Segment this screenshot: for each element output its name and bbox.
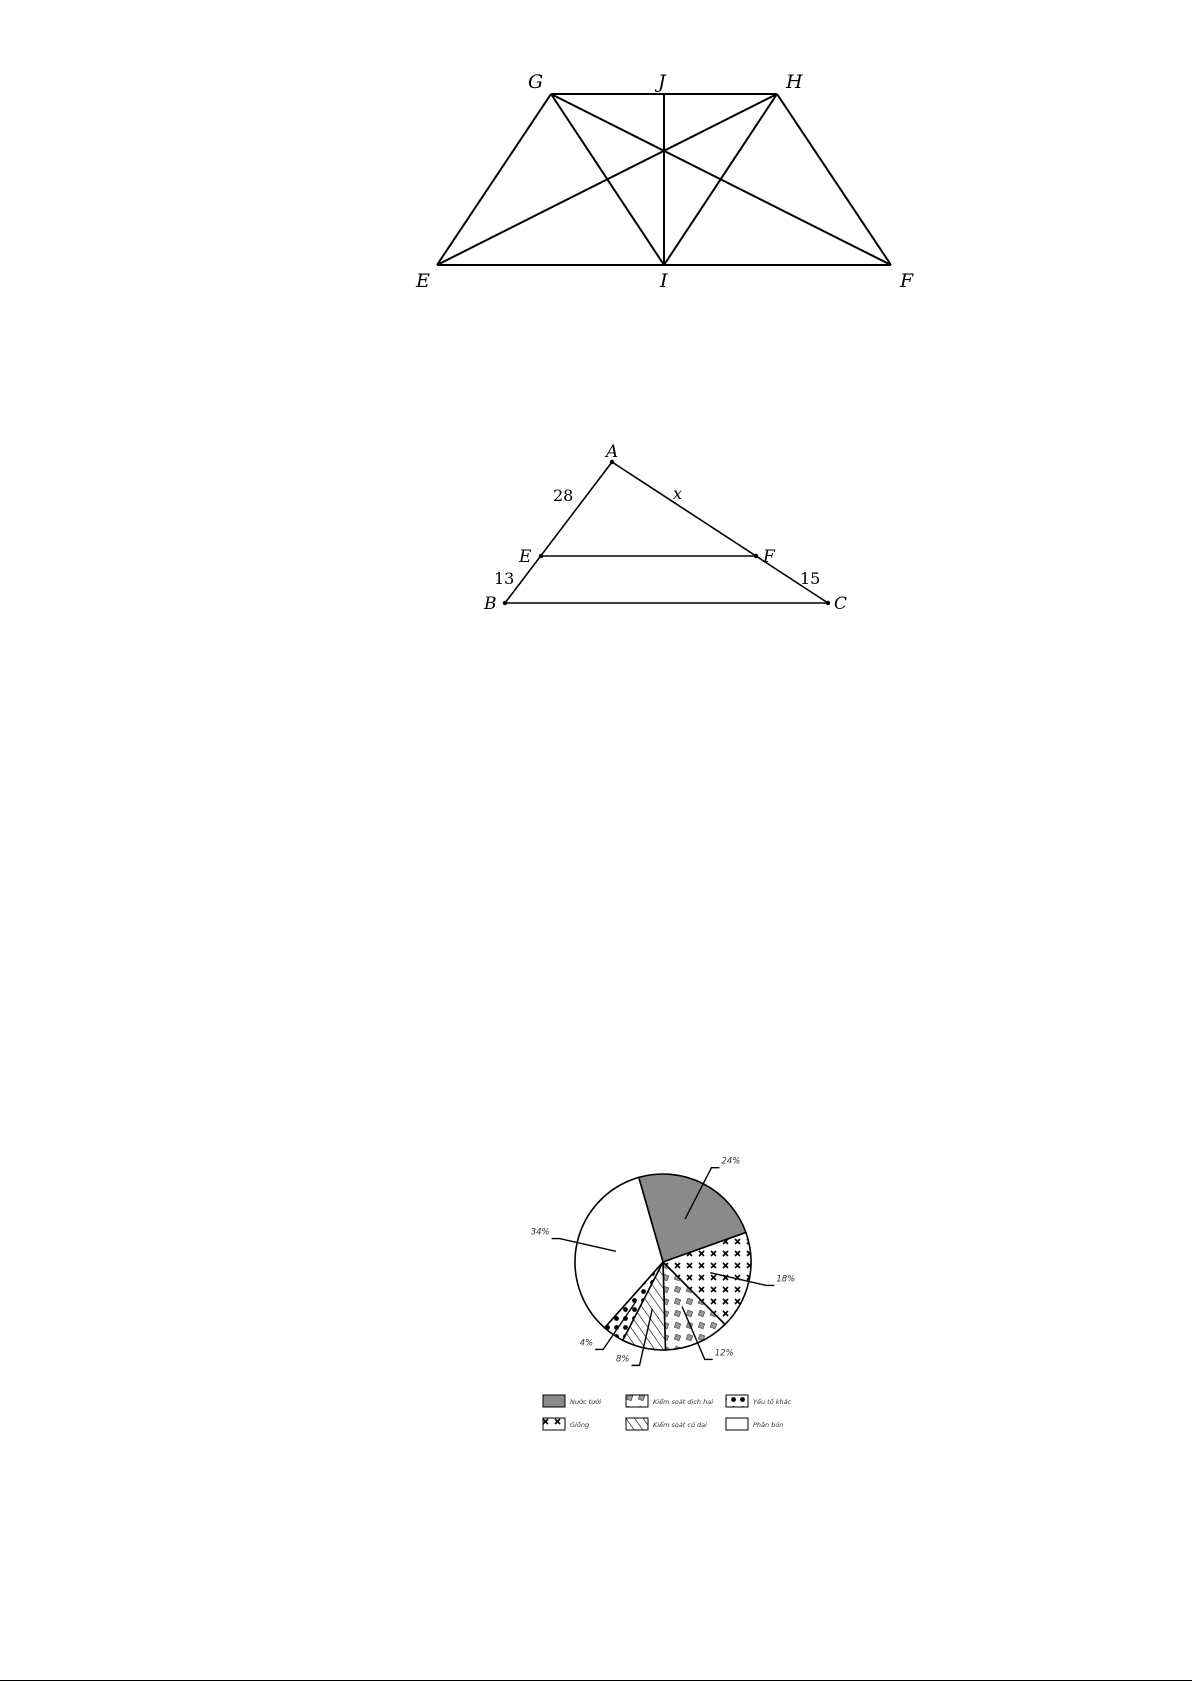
pie-label-5: 4% <box>579 1338 594 1349</box>
length-AE: 28 <box>553 486 574 505</box>
legend-swatch-4 <box>543 1418 565 1430</box>
pie-label-6: 34% <box>530 1227 550 1238</box>
legend-swatch-6 <box>726 1418 748 1430</box>
pie-label-2: 18% <box>776 1274 796 1285</box>
legend-label-5: Kiểm soát cỏ dại <box>653 1421 707 1429</box>
legend-label-6: Phân bón <box>753 1421 784 1429</box>
pie-label-1: 24% <box>721 1156 741 1167</box>
label-B: B <box>484 594 497 614</box>
legend-label-2: Kiểm soát dịch hại <box>653 1398 714 1406</box>
label-E: E <box>416 270 430 292</box>
pie-label-4: 8% <box>616 1354 630 1365</box>
legend-label-3: Yếu tố khác <box>753 1398 792 1406</box>
length-AF: x <box>673 484 683 503</box>
label-F: F <box>900 270 914 292</box>
label-F: F <box>763 547 775 567</box>
label-G: G <box>528 71 544 93</box>
label-H: H <box>786 71 803 93</box>
legend-swatch-3 <box>726 1395 748 1407</box>
footer-rule <box>0 1680 1192 1681</box>
pie-label-3: 12% <box>714 1348 734 1359</box>
length-EB: 13 <box>494 569 515 588</box>
label-J: J <box>658 71 666 93</box>
label-C: C <box>834 594 848 614</box>
label-E: E <box>519 547 532 567</box>
legend-swatch-5 <box>626 1418 648 1430</box>
legend-swatch-1 <box>543 1395 565 1407</box>
legend-label-4: Giống <box>570 1421 590 1429</box>
legend-label-1: Nước tưới <box>570 1398 602 1406</box>
label-I: I <box>660 270 668 292</box>
legend-swatch-2 <box>626 1395 648 1407</box>
length-FC: 15 <box>800 569 821 588</box>
label-A: A <box>606 442 619 462</box>
